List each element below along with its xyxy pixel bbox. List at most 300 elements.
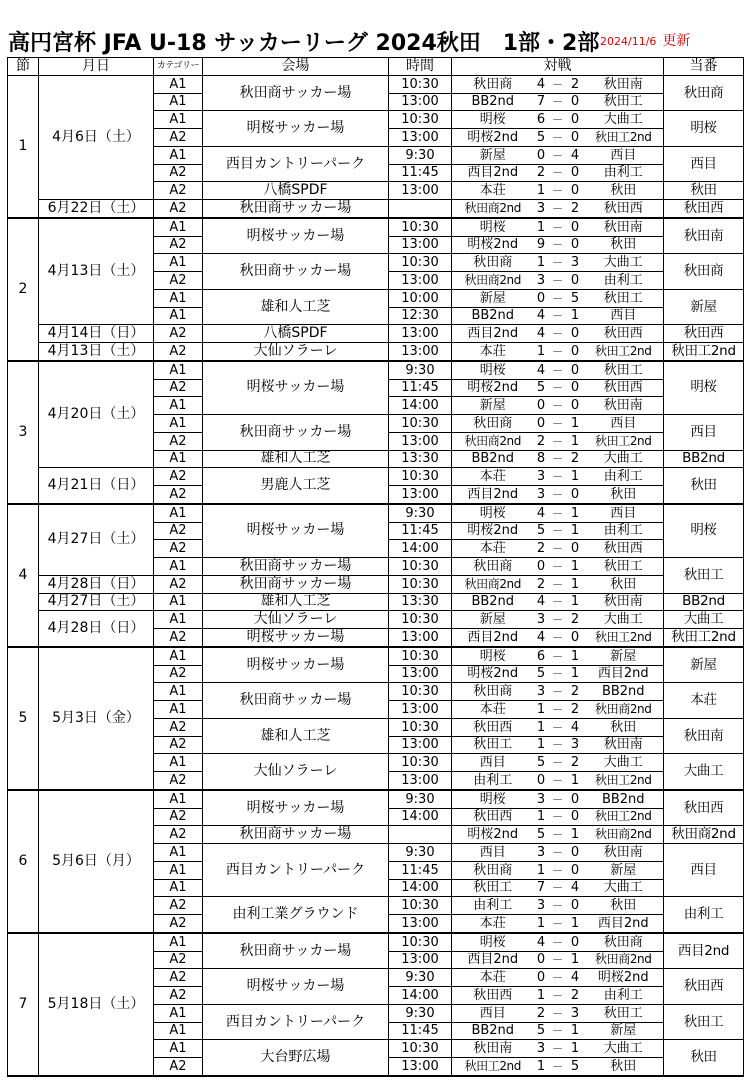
category-cell: A1 <box>154 683 203 701</box>
match-date: 4月28日（日） <box>39 575 154 593</box>
home-team: 秋田商2nd <box>452 432 534 450</box>
away-score: 2 <box>567 75 584 93</box>
match-row <box>8 361 744 379</box>
match-date: 4月20日（土） <box>39 361 154 468</box>
away-score: 2 <box>567 754 584 772</box>
home-team: 西目2nd <box>452 164 534 182</box>
score-separator: － <box>549 969 567 987</box>
away-score: 1 <box>567 558 584 576</box>
venue-cell: 明桜サッカー場 <box>203 504 389 558</box>
away-score: 0 <box>567 933 584 951</box>
home-team: 明桜 <box>452 361 534 379</box>
score-separator: － <box>549 236 567 254</box>
score-separator: － <box>549 218 567 236</box>
away-team: 大曲工 <box>584 754 664 772</box>
home-team: 本荘 <box>452 540 534 558</box>
away-score: 0 <box>567 540 584 558</box>
away-score: 2 <box>567 450 584 468</box>
category-cell: A1 <box>154 146 203 164</box>
match-row <box>8 790 744 808</box>
kickoff-time: 9:30 <box>389 361 452 379</box>
away-team: 秋田工2nd <box>584 129 664 147</box>
header-duty: 当番 <box>664 58 744 76</box>
header-section: 節 <box>8 58 39 76</box>
kickoff-time: 14:00 <box>389 879 452 897</box>
venue-cell: 雄和人工芝 <box>203 593 389 611</box>
score-separator: － <box>549 772 567 790</box>
kickoff-time: 9:30 <box>389 844 452 862</box>
category-cell: A1 <box>154 879 203 897</box>
score-separator: － <box>549 790 567 808</box>
home-team: 秋田商2nd <box>452 272 534 290</box>
kickoff-time: 13:00 <box>389 772 452 790</box>
away-team: 秋田南 <box>584 736 664 754</box>
score-separator: － <box>549 540 567 558</box>
away-team: 西目 <box>584 307 664 325</box>
home-team: 秋田西 <box>452 718 534 736</box>
home-score: 4 <box>534 629 549 647</box>
category-cell: A2 <box>154 897 203 915</box>
kickoff-time: 11:45 <box>389 522 452 540</box>
match-date: 5月18日（土） <box>39 933 154 1076</box>
home-score: 3 <box>534 486 549 504</box>
home-score: 1 <box>534 915 549 933</box>
away-score: 2 <box>567 701 584 719</box>
kickoff-time: 9:30 <box>389 504 452 522</box>
away-team: 秋田 <box>584 486 664 504</box>
away-score: 3 <box>567 736 584 754</box>
duty-team: 本荘 <box>664 683 744 719</box>
kickoff-time: 13:30 <box>389 593 452 611</box>
category-cell: A2 <box>154 486 203 504</box>
score-separator: － <box>549 111 567 129</box>
duty-team: BB2nd <box>664 593 744 611</box>
away-team: 西目 <box>584 146 664 164</box>
venue-cell: 八橋SPDF <box>203 182 389 200</box>
home-team: 新屋 <box>452 289 534 307</box>
home-score: 0 <box>534 415 549 433</box>
category-cell: A1 <box>154 1004 203 1022</box>
home-team: 秋田商 <box>452 558 534 576</box>
home-team: 本荘 <box>452 182 534 200</box>
category-cell: A2 <box>154 736 203 754</box>
duty-team: 新屋 <box>664 647 744 683</box>
away-score: 1 <box>567 593 584 611</box>
duty-team: 西目 <box>664 146 744 182</box>
category-cell: A1 <box>154 254 203 272</box>
home-team: 西目2nd <box>452 325 534 343</box>
away-team: 秋田工 <box>584 1004 664 1022</box>
home-score: 3 <box>534 200 549 218</box>
away-score: 0 <box>567 397 584 415</box>
home-score: 2 <box>534 432 549 450</box>
away-team: 秋田南 <box>584 844 664 862</box>
match-date: 6月22日（土） <box>39 200 154 218</box>
away-score: 1 <box>567 415 584 433</box>
category-cell: A1 <box>154 504 203 522</box>
score-separator: － <box>549 432 567 450</box>
home-score: 3 <box>534 468 549 486</box>
score-separator: － <box>549 593 567 611</box>
category-cell: A1 <box>154 415 203 433</box>
away-team: 秋田工2nd <box>584 808 664 826</box>
away-score: 1 <box>567 647 584 665</box>
away-score: 5 <box>567 289 584 307</box>
match-date: 5月3日（金） <box>39 647 154 790</box>
header-venue: 会場 <box>203 58 389 76</box>
duty-team: 明桜 <box>664 361 744 415</box>
score-separator: － <box>549 879 567 897</box>
away-team: 由利工 <box>584 272 664 290</box>
home-score: 0 <box>534 558 549 576</box>
home-team: 明桜 <box>452 933 534 951</box>
duty-team: 明桜 <box>664 504 744 558</box>
home-score: 7 <box>534 93 549 111</box>
home-team: 秋田商 <box>452 861 534 879</box>
away-score: 0 <box>567 236 584 254</box>
score-separator: － <box>549 915 567 933</box>
away-team: 大曲工 <box>584 111 664 129</box>
home-team: 秋田工 <box>452 736 534 754</box>
category-cell: A1 <box>154 754 203 772</box>
kickoff-time: 10:30 <box>389 718 452 736</box>
away-score: 0 <box>567 861 584 879</box>
away-score: 1 <box>567 772 584 790</box>
category-cell: A2 <box>154 808 203 826</box>
score-separator: － <box>549 575 567 593</box>
category-cell: A2 <box>154 468 203 486</box>
category-cell: A1 <box>154 397 203 415</box>
home-score: 1 <box>534 218 549 236</box>
category-cell: A1 <box>154 933 203 951</box>
duty-team: 秋田工 <box>664 1004 744 1040</box>
away-score: 0 <box>567 361 584 379</box>
venue-cell: 秋田商サッカー場 <box>203 933 389 969</box>
match-row <box>8 75 744 93</box>
kickoff-time: 14:00 <box>389 808 452 826</box>
home-team: BB2nd <box>452 307 534 325</box>
category-cell: A2 <box>154 164 203 182</box>
kickoff-time: 10:30 <box>389 1040 452 1058</box>
home-score: 0 <box>534 969 549 987</box>
home-team: BB2nd <box>452 450 534 468</box>
home-team: 秋田商2nd <box>452 575 534 593</box>
away-score: 0 <box>567 182 584 200</box>
venue-cell: 秋田商サッカー場 <box>203 75 389 111</box>
home-team: 明桜2nd <box>452 665 534 683</box>
kickoff-time: 13:00 <box>389 1058 452 1076</box>
match-date: 4月27日（土） <box>39 593 154 611</box>
home-score: 1 <box>534 701 549 719</box>
venue-cell: 秋田商サッカー場 <box>203 200 389 218</box>
venue-cell: 明桜サッカー場 <box>203 218 389 254</box>
away-team: 新屋 <box>584 861 664 879</box>
home-score: 5 <box>534 379 549 397</box>
home-score: 5 <box>534 1022 549 1040</box>
home-score: 3 <box>534 844 549 862</box>
away-team: 秋田西 <box>584 379 664 397</box>
category-cell: A2 <box>154 200 203 218</box>
duty-team: BB2nd <box>664 450 744 468</box>
home-team: 秋田商2nd <box>452 200 534 218</box>
category-cell: A1 <box>154 93 203 111</box>
venue-cell: 雄和人工芝 <box>203 718 389 754</box>
venue-cell: 由利工業グラウンド <box>203 897 389 933</box>
away-team: 秋田 <box>584 1058 664 1076</box>
home-team: 秋田工 <box>452 879 534 897</box>
kickoff-time: 13:00 <box>389 236 452 254</box>
home-score: 4 <box>534 75 549 93</box>
section-number: 5 <box>8 647 39 790</box>
match-row <box>8 468 744 486</box>
category-cell: A2 <box>154 182 203 200</box>
venue-cell: 秋田商サッカー場 <box>203 683 389 719</box>
score-separator: － <box>549 897 567 915</box>
duty-team: 大曲工 <box>664 754 744 790</box>
kickoff-time: 11:45 <box>389 861 452 879</box>
duty-team: 西目 <box>664 415 744 451</box>
score-separator: － <box>549 397 567 415</box>
home-score: 7 <box>534 879 549 897</box>
updated-date: 2024/11/6 <box>600 35 657 48</box>
venue-cell: 男鹿人工芝 <box>203 468 389 504</box>
match-row <box>8 611 744 629</box>
duty-team: 秋田商 <box>664 75 744 111</box>
kickoff-time: 9:30 <box>389 790 452 808</box>
home-team: 秋田商 <box>452 254 534 272</box>
score-separator: － <box>549 1058 567 1076</box>
kickoff-time <box>389 200 452 218</box>
duty-team: 秋田西 <box>664 969 744 1005</box>
away-team: 西目 <box>584 504 664 522</box>
score-separator: － <box>549 343 567 361</box>
header-row <box>8 58 744 76</box>
kickoff-time: 14:00 <box>389 540 452 558</box>
away-score: 2 <box>567 987 584 1005</box>
home-team: 由利工 <box>452 897 534 915</box>
duty-team: 大曲工 <box>664 611 744 629</box>
score-separator: － <box>549 254 567 272</box>
kickoff-time: 13:00 <box>389 432 452 450</box>
kickoff-time: 14:00 <box>389 397 452 415</box>
home-team: 西目 <box>452 844 534 862</box>
match-row <box>8 647 744 665</box>
home-team: 秋田商 <box>452 683 534 701</box>
score-separator: － <box>549 808 567 826</box>
home-score: 6 <box>534 111 549 129</box>
duty-team: 秋田 <box>664 182 744 200</box>
score-separator: － <box>549 683 567 701</box>
home-team: 明桜 <box>452 218 534 236</box>
away-score: 1 <box>567 468 584 486</box>
kickoff-time: 11:45 <box>389 164 452 182</box>
away-score: 3 <box>567 1004 584 1022</box>
home-score: 2 <box>534 164 549 182</box>
score-separator: － <box>549 861 567 879</box>
updated-label: 更新 <box>662 33 691 49</box>
home-team: 西目 <box>452 754 534 772</box>
category-cell: A2 <box>154 272 203 290</box>
away-team: 由利工 <box>584 164 664 182</box>
venue-cell: 雄和人工芝 <box>203 450 389 468</box>
home-team: 西目2nd <box>452 486 534 504</box>
away-score: 1 <box>567 915 584 933</box>
venue-cell: 明桜サッカー場 <box>203 111 389 147</box>
away-score: 4 <box>567 718 584 736</box>
home-team: BB2nd <box>452 93 534 111</box>
kickoff-time: 13:00 <box>389 93 452 111</box>
header-category: カテゴリー <box>154 58 203 76</box>
score-separator: － <box>549 415 567 433</box>
home-score: 4 <box>534 307 549 325</box>
away-score: 1 <box>567 307 584 325</box>
home-score: 5 <box>534 665 549 683</box>
duty-team: 秋田西 <box>664 790 744 826</box>
category-cell: A2 <box>154 1058 203 1076</box>
section-number: 3 <box>8 361 39 504</box>
venue-cell: 大仙ソラーレ <box>203 343 389 361</box>
score-separator: － <box>549 933 567 951</box>
home-team: BB2nd <box>452 1022 534 1040</box>
home-score: 1 <box>534 987 549 1005</box>
section-number: 1 <box>8 75 39 218</box>
duty-team: 秋田工2nd <box>664 343 744 361</box>
venue-cell: 明桜サッカー場 <box>203 361 389 415</box>
score-separator: － <box>549 701 567 719</box>
match-row <box>8 343 744 361</box>
home-team: 秋田商 <box>452 75 534 93</box>
home-team: 新屋 <box>452 611 534 629</box>
score-separator: － <box>549 450 567 468</box>
kickoff-time: 13:00 <box>389 701 452 719</box>
home-score: 2 <box>534 1004 549 1022</box>
home-team: 本荘 <box>452 969 534 987</box>
home-team: 本荘 <box>452 915 534 933</box>
home-team: 明桜2nd <box>452 522 534 540</box>
match-date: 4月13日（土） <box>39 343 154 361</box>
away-score: 0 <box>567 325 584 343</box>
score-separator: － <box>549 611 567 629</box>
away-team: 大曲工 <box>584 254 664 272</box>
kickoff-time: 9:30 <box>389 146 452 164</box>
home-score: 1 <box>534 808 549 826</box>
home-score: 6 <box>534 647 549 665</box>
home-score: 4 <box>534 933 549 951</box>
home-score: 2 <box>534 540 549 558</box>
category-cell: A1 <box>154 647 203 665</box>
away-team: 大曲工 <box>584 1040 664 1058</box>
away-team: 秋田 <box>584 575 664 593</box>
score-separator: － <box>549 1022 567 1040</box>
match-date: 4月13日（土） <box>39 218 154 325</box>
kickoff-time: 13:30 <box>389 450 452 468</box>
category-cell: A2 <box>154 987 203 1005</box>
home-team: 由利工 <box>452 772 534 790</box>
home-score: 4 <box>534 593 549 611</box>
away-score: 0 <box>567 897 584 915</box>
home-team: 明桜 <box>452 647 534 665</box>
category-cell: A2 <box>154 718 203 736</box>
duty-team: 由利工 <box>664 897 744 933</box>
kickoff-time: 10:30 <box>389 558 452 576</box>
away-team: 秋田西 <box>584 325 664 343</box>
away-score: 0 <box>567 808 584 826</box>
category-cell: A1 <box>154 289 203 307</box>
duty-team: 秋田南 <box>664 218 744 254</box>
match-row <box>8 575 744 593</box>
duty-team: 秋田 <box>664 1040 744 1076</box>
kickoff-time: 12:30 <box>389 307 452 325</box>
home-score: 4 <box>534 325 549 343</box>
home-score: 5 <box>534 826 549 844</box>
category-cell: A2 <box>154 343 203 361</box>
venue-cell: 明桜サッカー場 <box>203 969 389 1005</box>
away-team: 由利工 <box>584 468 664 486</box>
score-separator: － <box>549 1004 567 1022</box>
score-separator: － <box>549 486 567 504</box>
home-score: 1 <box>534 861 549 879</box>
away-team: 秋田西 <box>584 540 664 558</box>
score-separator: － <box>549 200 567 218</box>
venue-cell: 西目カントリーパーク <box>203 146 389 182</box>
away-team: 西目2nd <box>584 665 664 683</box>
score-separator: － <box>549 718 567 736</box>
category-cell: A1 <box>154 218 203 236</box>
duty-team: 秋田工 <box>664 558 744 594</box>
category-cell: A1 <box>154 790 203 808</box>
section-number: 7 <box>8 933 39 1076</box>
home-score: 1 <box>534 1058 549 1076</box>
score-separator: － <box>549 826 567 844</box>
kickoff-time: 10:30 <box>389 575 452 593</box>
away-score: 1 <box>567 1022 584 1040</box>
home-score: 2 <box>534 575 549 593</box>
kickoff-time: 13:00 <box>389 629 452 647</box>
section-number: 4 <box>8 504 39 647</box>
away-team: 秋田工 <box>584 289 664 307</box>
match-date: 4月28日（日） <box>39 611 154 647</box>
away-team: 秋田工2nd <box>584 772 664 790</box>
away-team: 秋田工 <box>584 361 664 379</box>
away-team: 秋田 <box>584 182 664 200</box>
away-score: 0 <box>567 129 584 147</box>
away-score: 4 <box>567 146 584 164</box>
score-separator: － <box>549 504 567 522</box>
home-score: 5 <box>534 129 549 147</box>
home-score: 0 <box>534 397 549 415</box>
score-separator: － <box>549 289 567 307</box>
score-separator: － <box>549 647 567 665</box>
home-score: 0 <box>534 772 549 790</box>
home-score: 1 <box>534 343 549 361</box>
away-team: 西目 <box>584 415 664 433</box>
duty-team: 西目 <box>664 844 744 897</box>
away-team: 秋田 <box>584 236 664 254</box>
match-date: 4月6日（土） <box>39 75 154 199</box>
duty-team: 明桜 <box>664 111 744 147</box>
category-cell: A1 <box>154 1040 203 1058</box>
category-cell: A2 <box>154 575 203 593</box>
match-date: 4月21日（日） <box>39 468 154 504</box>
category-cell: A1 <box>154 861 203 879</box>
kickoff-time: 10:30 <box>389 933 452 951</box>
category-cell: A1 <box>154 844 203 862</box>
header-time: 時間 <box>389 58 452 76</box>
away-team: 秋田南 <box>584 75 664 93</box>
duty-team: 秋田工2nd <box>664 629 744 647</box>
away-score: 2 <box>567 683 584 701</box>
score-separator: － <box>549 146 567 164</box>
